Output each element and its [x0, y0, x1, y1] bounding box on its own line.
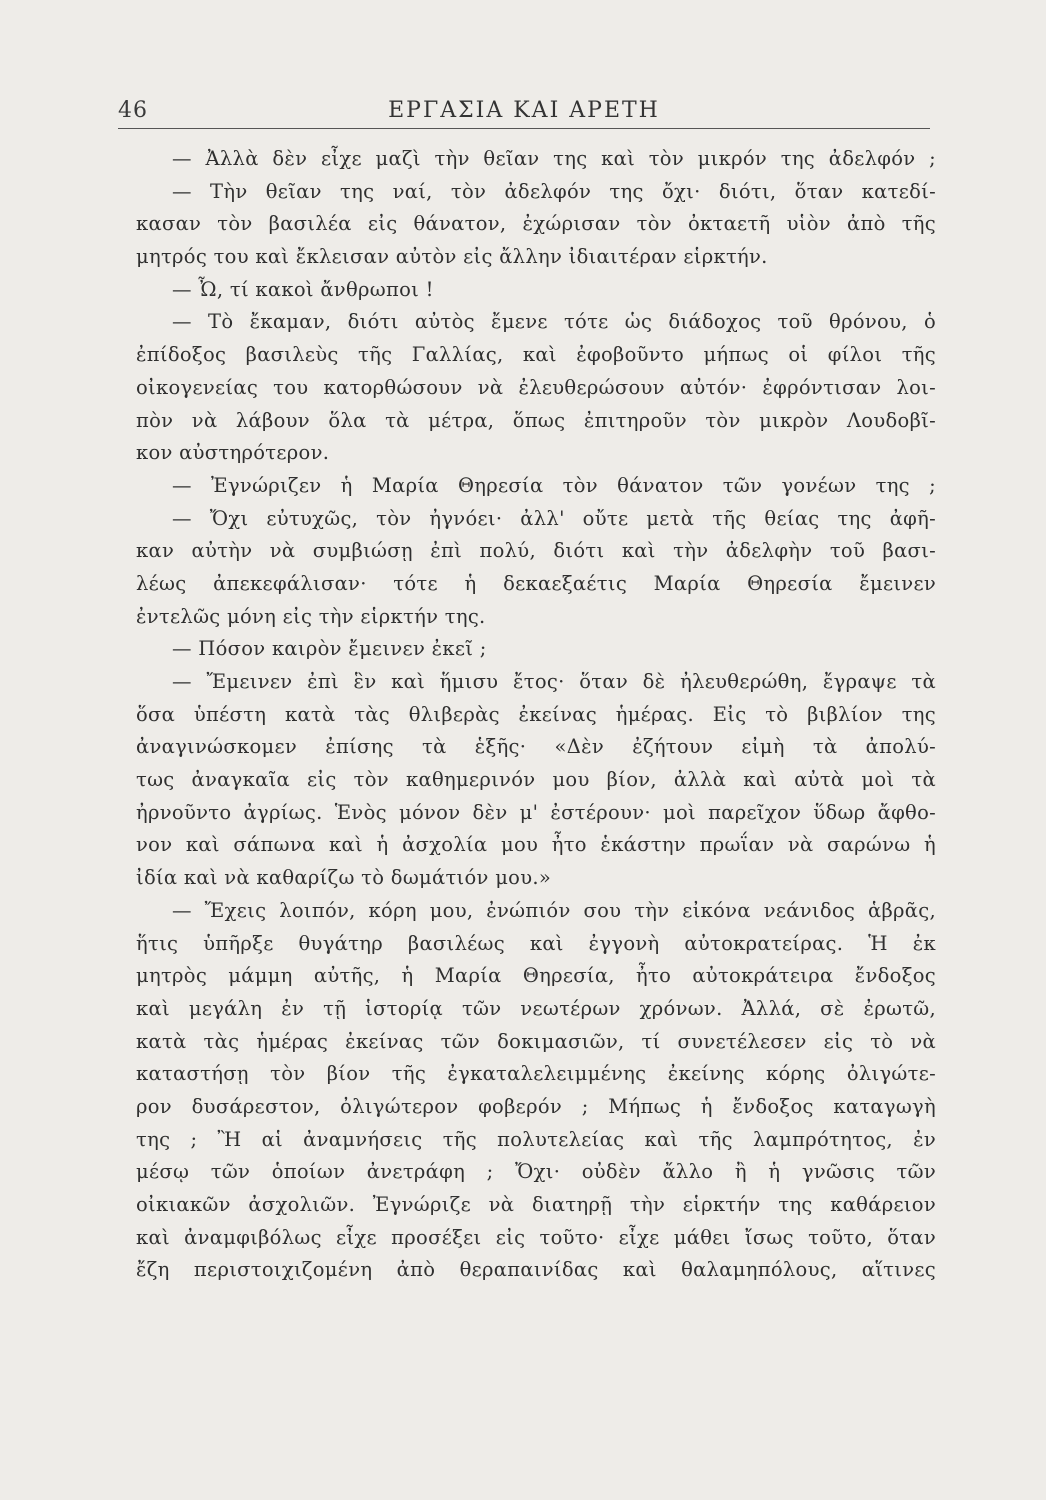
text-line: καὶ μεγάλη ἐν τῇ ἱστορίᾳ τῶν νεωτέρων χρόνων. Ἀλλά, σὲ ἐρωτῶ, — [136, 996, 936, 1020]
text-line: — Ἐγνώριζεν ἡ Μαρία Θηρεσία τὸν θάνατον τῶν γονέων της ; — [172, 473, 936, 497]
text-line: μητρὸς μάμμη αὐτῆς, ἡ Μαρία Θηρεσία, ἦτο αὐτοκράτειρα ἔνδοξος — [136, 964, 936, 988]
text-line: ἠρνοῦντο ἀγρίως. Ἑνὸς μόνον δὲν μ' ἐστέρουν· μοὶ παρεῖχον ὕδωρ ἄφθο- — [136, 800, 936, 824]
text-line: ἥτις ὑπῆρξε θυγάτηρ βασιλέως καὶ ἐγγονὴ αὐτοκρατείρας. Ἡ ἐκ — [136, 931, 936, 955]
text-line: καταστήσῃ τὸν βίον τῆς ἐγκαταλελειμμένης ἐκείνης κόρης ὀλιγώτε- — [136, 1062, 936, 1086]
text-line: νον καὶ σάπωνα καὶ ἡ ἀσχολία μου ἦτο ἑκάστην πρωΐαν νὰ σαρώνω ἡ — [136, 833, 936, 857]
text-line: καὶ ἀναμφιβόλως εἶχε προσέξει εἰς τοῦτο· εἶχε μάθει ἴσως τοῦτο, ὅταν — [136, 1225, 936, 1249]
text-line: οἰκιακῶν ἀσχολιῶν. Ἐγνώριζε νὰ διατηρῇ τὴν εἱρκτήν της καθάρειον — [136, 1193, 936, 1216]
text-line: κον αὐστηρότερον. — [136, 441, 330, 465]
text-line: οἰκογενείας του κατορθώσουν νὰ ἐλευθερώσουν αὐτόν· ἐφρόντισαν λοι- — [136, 375, 936, 399]
text-line: μητρός του καὶ ἔκλεισαν αὐτὸν εἰς ἄλλην ἰδιαιτέραν εἱρκτήν. — [136, 245, 768, 269]
page-number: 46 — [118, 98, 148, 123]
text-line: ἐπίδοξος βασιλεὺς τῆς Γαλλίας, καὶ ἐφοβοῦντο μήπως οἱ φίλοι τῆς — [136, 343, 936, 367]
text-line: — Πόσον καιρὸν ἔμεινεν ἐκεῖ ; — [172, 637, 487, 661]
text-line: ἐντελῶς μόνη εἰς τὴν εἱρκτήν της. — [136, 604, 486, 628]
text-line: μέσῳ τῶν ὁποίων ἀνετράφη ; Ὄχι· οὐδὲν ἄλλο ἢ ἡ γνῶσις τῶν — [136, 1160, 936, 1184]
text-line: — Ὄχι εὐτυχῶς, τὸν ἠγνόει· ἀλλ' οὔτε μετὰ τῆς θείας της ἀφῆ- — [172, 506, 936, 530]
text-line: — Τὴν θεῖαν της ναί, τὸν ἀδελφόν της ὄχι· διότι, ὅταν κατεδί- — [172, 179, 936, 203]
text-line: πὸν νὰ λάβουν ὅλα τὰ μέτρα, ὅπως ἐπιτηροῦν τὸν μικρὸν Λουδοβῖ- — [136, 408, 936, 432]
text-line: — Ἀλλὰ δὲν εἶχε μαζὶ τὴν θεῖαν της καὶ τὸν μικρόν της ἀδελφόν ; — [172, 147, 936, 170]
header-rule — [118, 128, 930, 129]
text-line: κασαν τὸν βασιλέα εἰς θάνατον, ἐχώρισαν τὸν ὀκταετῆ υἱὸν ἀπὸ τῆς — [136, 212, 936, 236]
text-line: — Ὦ, τί κακοὶ ἄνθρωποι ! — [172, 277, 434, 301]
text-line: ἔζη περιστοιχιζομένη ἀπὸ θεραπαινίδας καὶ θαλαμηπόλους, αἵτινες — [136, 1258, 936, 1282]
text-line: της ; Ἢ αἱ ἀναμνήσεις τῆς πολυτελείας καὶ τῆς λαμπρότητος, ἐν — [136, 1127, 936, 1151]
text-line: τως ἀναγκαῖα εἰς τὸν καθημερινόν μου βίον, ἀλλὰ καὶ αὐτὰ μοὶ τὰ — [136, 768, 936, 792]
running-title: ΕΡΓΑΣΙΑ ΚΑΙ ΑΡΕΤΗ — [388, 98, 660, 123]
text-line: — Ἔμεινεν ἐπὶ ἓν καὶ ἥμισυ ἔτος· ὅταν δὲ ἠλευθερώθη, ἔγραψε τὰ — [172, 670, 936, 693]
text-line: ἀναγινώσκομεν ἐπίσης τὰ ἑξῆς· «Δὲν ἐζήτουν εἰμὴ τὰ ἀπολύ- — [136, 735, 936, 759]
text-line: ὅσα ὑπέστη κατὰ τὰς θλιβερὰς ἐκείνας ἡμέρας. Εἰς τὸ βιβλίον της — [136, 702, 936, 726]
text-line: καν αὐτὴν νὰ συμβιώσῃ ἐπὶ πολύ, διότι καὶ τὴν ἀδελφὴν τοῦ βασι- — [136, 539, 936, 563]
text-line: ρον δυσάρεστον, ὀλιγώτερον φοβερόν ; Μήπως ἡ ἔνδοξος καταγωγὴ — [136, 1094, 936, 1118]
text-line: κατὰ τὰς ἡμέρας ἐκείνας τῶν δοκιμασιῶν, τί συνετέλεσεν εἰς τὸ νὰ — [136, 1029, 936, 1053]
text-line: λέως ἀπεκεφάλισαν· τότε ἡ δεκαεξαέτις Μαρία Θηρεσία ἔμεινεν — [136, 571, 936, 595]
text-line: ἰδία καὶ νὰ καθαρίζω τὸ δωμάτιόν μου.» — [136, 866, 552, 890]
text-line: — Τὸ ἔκαμαν, διότι αὐτὸς ἔμενε τότε ὡς διάδοχος τοῦ θρόνου, ὁ — [172, 310, 936, 334]
text-line: — Ἔχεις λοιπόν, κόρη μου, ἐνώπιόν σου τὴν εἰκόνα νεάνιδος ἁβρᾶς, — [172, 898, 936, 922]
body-text — [136, 143, 936, 1287]
page-header — [118, 96, 930, 130]
